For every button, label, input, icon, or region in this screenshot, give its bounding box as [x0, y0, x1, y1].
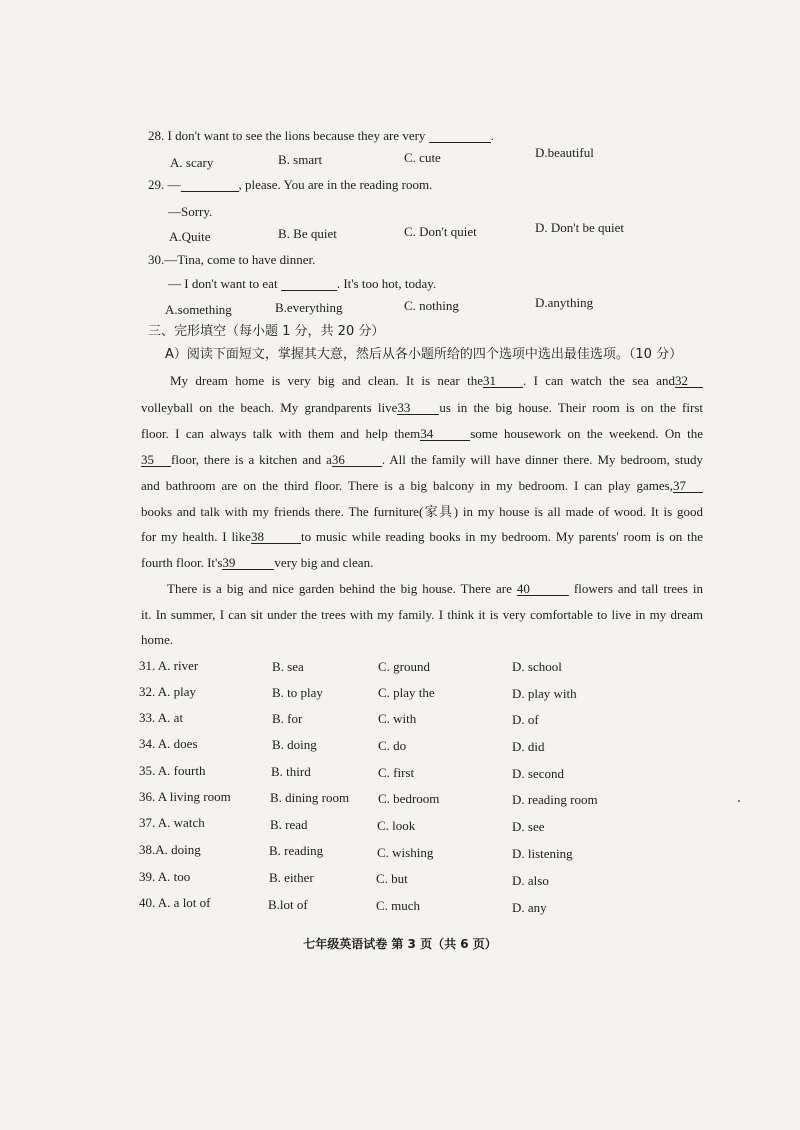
- option-33-a: 33. A. at: [139, 710, 184, 725]
- q28-stem: 28. I don't want to see the lions because they are very .: [148, 128, 494, 143]
- passage-line-1: My dream home is very big and clean. It is near the31 . I can watch the sea and32: [170, 374, 703, 388]
- option-38-d: D. listening: [512, 846, 573, 861]
- q28-option-a: A. scary: [170, 155, 214, 170]
- option-36-a: 36. A living room: [139, 789, 231, 804]
- option-37-c: C. look: [377, 818, 416, 833]
- passage-line-8: fourth floor. It's39 very big and clean.: [141, 555, 374, 570]
- option-34-c: C. do: [378, 738, 407, 753]
- option-40-d: D. any: [512, 900, 547, 915]
- option-39-c: C. but: [376, 871, 408, 886]
- passage-line-4: 35 floor, there is a kitchen and a36 . All the family will have dinner there. My bedroom, study: [141, 452, 704, 467]
- scan-speck: [738, 800, 740, 802]
- option-38-a: 38.A. doing: [139, 842, 201, 857]
- option-38-c: C. wishing: [377, 845, 434, 860]
- q28-option-c: C. cute: [404, 150, 441, 165]
- blank-31: 31: [483, 374, 523, 388]
- option-32-d: D. play with: [512, 686, 577, 701]
- option-34-d: D. did: [512, 739, 545, 754]
- option-38-b: B. reading: [269, 843, 324, 858]
- cloze-passage: [141, 0, 703, 650]
- option-33-b: B. for: [272, 711, 303, 726]
- option-33-d: D. of: [512, 712, 539, 727]
- option-31-b: B. sea: [272, 659, 304, 674]
- option-39-d: D. also: [512, 873, 549, 888]
- option-40-a: 40. A. a lot of: [139, 895, 211, 910]
- blank-37: 37: [673, 479, 703, 493]
- q28-option-b: B. smart: [278, 152, 323, 167]
- section-3-heading: 三、完形填空（每小题 1 分，共 20 分）: [148, 324, 385, 339]
- option-37-a: 37. A. watch: [139, 815, 205, 830]
- blank-39: 39: [222, 556, 274, 570]
- q28-option-d: D.beautiful: [535, 145, 594, 160]
- q30-option-c: C. nothing: [404, 298, 459, 313]
- q29-option-c: C. Don't quiet: [404, 224, 477, 239]
- option-31-a: 31. A. river: [139, 658, 199, 673]
- passage-line-10: it. In summer, I can sit under the trees with my family. I think it is very comfortable to live in my dream: [141, 607, 703, 622]
- option-35-d: D. second: [512, 766, 564, 781]
- option-31-d: D. school: [512, 659, 562, 674]
- q30-line2: — I don't want to eat . It's too hot, today.: [168, 276, 437, 291]
- q30-option-b: B.everything: [275, 300, 343, 315]
- passage-line-2: volleyball on the beach. My grandparents live33 us in the big house. Their room is on the first: [141, 400, 703, 415]
- option-32-b: B. to play: [272, 685, 323, 700]
- blank-38: 38: [251, 530, 301, 544]
- option-39-a: 39. A. too: [139, 869, 191, 884]
- passage-line-6: books and talk with my friends there. The furniture(家具) in my house is all made of wood. It is good: [141, 504, 703, 519]
- option-37-b: B. read: [270, 817, 308, 832]
- q30-stem: 30.—Tina, come to have dinner.: [148, 252, 316, 267]
- option-35-b: B. third: [271, 764, 311, 779]
- blank-34: 34: [420, 427, 470, 441]
- passage-line-3: floor. I can always talk with them and help them34 some housework on the weekend. On the: [141, 426, 703, 441]
- q29-stem: 29. — , please. You are in the reading room.: [148, 177, 433, 192]
- q29-option-b: B. Be quiet: [278, 226, 337, 241]
- page-footer: 七年级英语试卷 第 3 页（共 6 页）: [303, 937, 497, 951]
- passage-line-11: home.: [141, 632, 174, 647]
- blank-36: 36: [332, 453, 382, 467]
- option-34-b: B. doing: [272, 737, 317, 752]
- option-33-c: C. with: [378, 711, 417, 726]
- option-36-c: C. bedroom: [378, 791, 440, 806]
- option-31-c: C. ground: [378, 659, 430, 674]
- blank-32: 32: [675, 374, 703, 388]
- passage-line-9: There is a big and nice garden behind the big house. There are 40 flowers and tall trees in: [167, 581, 704, 596]
- q30-option-d: D.anything: [535, 295, 594, 310]
- q30-option-a: A.something: [165, 302, 232, 317]
- q29-option-a: A.Quite: [169, 229, 211, 244]
- blank-40: 40: [517, 582, 569, 596]
- q29-option-d: D. Don't be quiet: [535, 220, 624, 235]
- option-39-b: B. either: [269, 870, 314, 885]
- option-40-c: C. much: [376, 898, 421, 913]
- option-37-d: D. see: [512, 819, 545, 834]
- section-3-instructions: A）阅读下面短文，掌握其大意，然后从各小题所给的四个选项中选出最佳选项。（10 分）: [165, 347, 683, 362]
- option-35-a: 35. A. fourth: [139, 763, 206, 778]
- passage-line-5: and bathroom are on the third floor. There is a big balcony in my bedroom. I can play games,37: [141, 479, 703, 493]
- option-34-a: 34. A. does: [139, 736, 198, 751]
- option-35-c: C. first: [378, 765, 415, 780]
- option-36-b: B. dining room: [270, 790, 350, 805]
- option-32-c: C. play the: [378, 685, 435, 700]
- option-40-b: B.lot of: [268, 897, 308, 912]
- q29-reply: —Sorry.: [168, 204, 213, 219]
- passage-line-7: for my health. I like38 to music while reading books in my bedroom. My parents' room is on the: [141, 529, 703, 544]
- option-36-d: D. reading room: [512, 792, 598, 807]
- option-32-a: 32. A. play: [139, 684, 197, 699]
- blank-35: 35: [141, 453, 171, 467]
- blank-33: 33: [397, 401, 439, 415]
